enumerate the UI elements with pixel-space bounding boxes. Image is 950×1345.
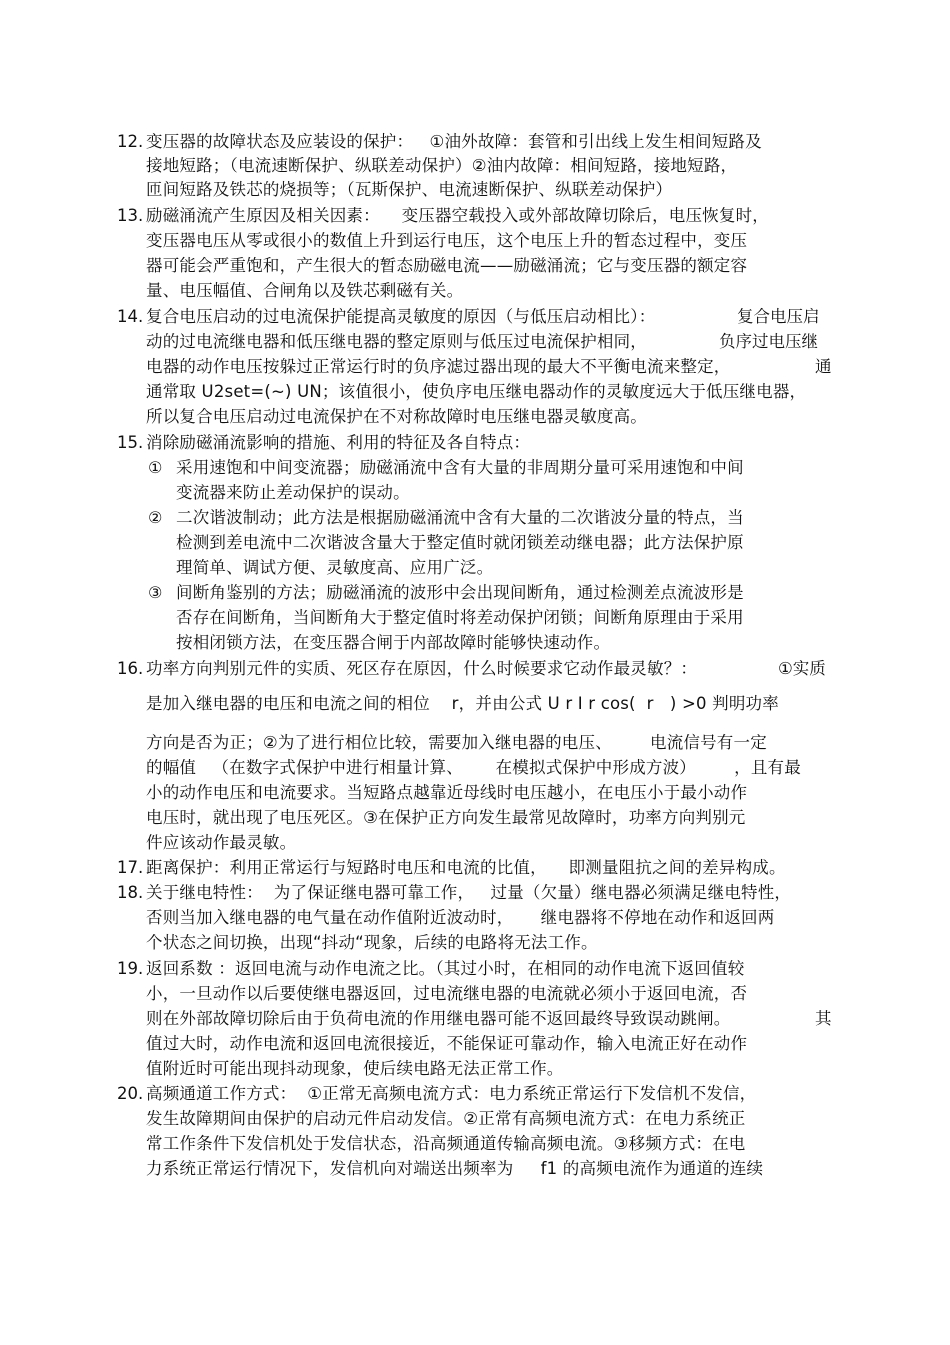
circled-marker: ③ bbox=[148, 583, 163, 602]
text-line: 变压器的故障状态及应装设的保护： ①油外故障：套管和引出线上发生相间短路及 bbox=[146, 132, 762, 151]
text-line: 二次谐波制动；此方法是根据励磁涌流中含有大量的二次谐波分量的特点，当 bbox=[176, 508, 744, 527]
text-line: 所以复合电压启动过电流保护在不对称故障时电压继电器灵敏度高。 bbox=[146, 407, 647, 426]
text-line: 变流器来防止差动保护的误动。 bbox=[176, 483, 410, 502]
text-line: 功率方向判别元件的实质、死区存在原因，什么时候要求它动作最灵敏？： bbox=[146, 659, 698, 678]
text-line-tail: 负序过电压继 bbox=[719, 332, 818, 351]
text-line: 距离保护：利用正常运行与短路时电压和电流的比值， 即测量阻抗之间的差异构成。 bbox=[146, 858, 786, 877]
text-line: 励磁涌流产生原因及相关因素： 变压器空载投入或外部故障切除后，电压恢复时， bbox=[146, 206, 769, 225]
text-line: 理简单、调试方便、灵敏度高、应用广泛。 bbox=[176, 558, 494, 577]
text-line: 小的动作电压和电流要求。当短路点越靠近母线时电压越小，在电压小于最小动作 bbox=[146, 783, 748, 802]
item-number: 12. bbox=[117, 132, 144, 151]
text-line: 检测到差电流中二次谐波含量大于整定值时就闭锁差动继电器；此方法保护原 bbox=[176, 533, 744, 552]
text-line: 间断角鉴别的方法；励磁涌流的波形中会出现间断角，通过检测差点流波形是 bbox=[176, 583, 744, 602]
text-line: 常工作条件下发信机处于发信状态，沿高频通道传输高频电流。③移频方式：在电 bbox=[146, 1134, 746, 1153]
item-number: 20. bbox=[117, 1084, 144, 1103]
text-line: 个状态之间切换，出现“抖动“现象，后续的电路将无法工作。 bbox=[146, 933, 598, 952]
item-number: 15. bbox=[117, 433, 144, 452]
text-line: 值过大时，动作电流和返回电流很接近，不能保证可靠动作，输入电流正好在动作 bbox=[146, 1034, 748, 1053]
text-line: 方向是否为正；②为了进行相位比较，需要加入继电器的电压、 电流信号有一定 bbox=[146, 733, 767, 752]
item-number: 13. bbox=[117, 206, 144, 225]
text-line: 则在外部故障切除后由于负荷电流的作用继电器可能不返回最终导致误动跳闸。 bbox=[146, 1009, 731, 1028]
text-line: 通常取 U2set=(~) UN；该值很小，使负序电压继电器动作的灵敏度远大于低压继电器， bbox=[146, 382, 807, 401]
text-line: 值附近时可能出现抖动现象，使后续电路无法正常工作。 bbox=[146, 1059, 564, 1078]
item-number: 14. bbox=[117, 307, 144, 326]
text-line-tail: ①实质 bbox=[778, 659, 826, 678]
text-line: 匝间短路及铁芯的烧损等；（瓦斯保护、电流速断保护、纵联差动保护） bbox=[146, 180, 673, 199]
text-line: 关于继电特性： 为了保证继电器可靠工作， 过量（欠量）继电器必须满足继电特性， bbox=[146, 883, 792, 902]
text-line-tail: 其 bbox=[815, 1009, 832, 1028]
text-line: 复合电压启动的过电流保护能提高灵敏度的原因（与低压启动相比）： bbox=[146, 307, 656, 326]
text-line: 器可能会严重饱和，产生很大的暂态励磁电流——励磁涌流；它与变压器的额定容 bbox=[146, 256, 748, 275]
text-line: 返回系数 ：返回电流与动作电流之比。（其过小时，在相同的动作电流下返回值较 bbox=[146, 959, 745, 978]
text-line: 的幅值 （在数字式保护中进行相量计算、 在模拟式保护中形成方波） ，且有最 bbox=[146, 758, 801, 777]
formula-line: 是加入继电器的电压和电流之间的相位 r，并由公式 U r I r cos( r ) >0 判明功率 bbox=[146, 694, 779, 713]
item-title: 消除励磁涌流影响的措施、利用的特征及各自特点： bbox=[146, 433, 531, 452]
text-line: 否则当加入继电器的电气量在动作值附近波动时， 继电器将不停地在动作和返回两 bbox=[146, 908, 775, 927]
text-line: 小，一旦动作以后要使继电器返回，过电流继电器的电流就必须小于返回电流，否 bbox=[146, 984, 748, 1003]
text-line-tail: 复合电压启 bbox=[737, 307, 820, 326]
text-line: 力系统正常运行情况下，发信机向对端送出频率为 f1 的高频电流作为通道的连续 bbox=[146, 1159, 764, 1178]
text-line-tail: 通 bbox=[815, 357, 832, 376]
text-line: 采用速饱和中间变流器；励磁涌流中含有大量的非周期分量可采用速饱和中间 bbox=[176, 458, 744, 477]
text-line: 电压时，就出现了电压死区。③在保护正方向发生最常见故障时，功率方向判别元 bbox=[146, 808, 746, 827]
item-number: 17. bbox=[117, 858, 144, 877]
text-line: 件应该动作最灵敏。 bbox=[146, 833, 297, 852]
circled-marker: ① bbox=[148, 458, 163, 477]
text-line: 电器的动作电压按躲过正常运行时的负序滤过器出现的最大不平衡电流来整定， bbox=[146, 357, 731, 376]
text-line: 变压器电压从零或很小的数值上升到运行电压，这个电压上升的暂态过程中，变压 bbox=[146, 231, 748, 250]
circled-marker: ② bbox=[148, 508, 163, 527]
text-line: 按相闭锁方法，在变压器合闸于内部故障时能够快速动作。 bbox=[176, 633, 611, 652]
item-number: 19. bbox=[117, 959, 144, 978]
item-number: 16. bbox=[117, 659, 144, 678]
text-line: 量、电压幅值、合闸角以及铁芯剩磁有关。 bbox=[146, 281, 464, 300]
text-line: 发生故障期间由保护的启动元件启动发信。②正常有高频电流方式：在电力系统正 bbox=[146, 1109, 746, 1128]
item-number: 18. bbox=[117, 883, 144, 902]
text-line: 否存在间断角，当间断角大于整定值时将差动保护闭锁；间断角原理由于采用 bbox=[176, 608, 744, 627]
text-line: 动的过电流继电器和低压继电器的整定原则与低压过电流保护相同， bbox=[146, 332, 647, 351]
text-line: 接地短路；（电流速断保护、纵联差动保护）②油内故障：相间短路，接地短路， bbox=[146, 156, 738, 175]
text-line: 高频通道工作方式： ①正常无高频电流方式：电力系统正常运行下发信机不发信， bbox=[146, 1084, 757, 1103]
